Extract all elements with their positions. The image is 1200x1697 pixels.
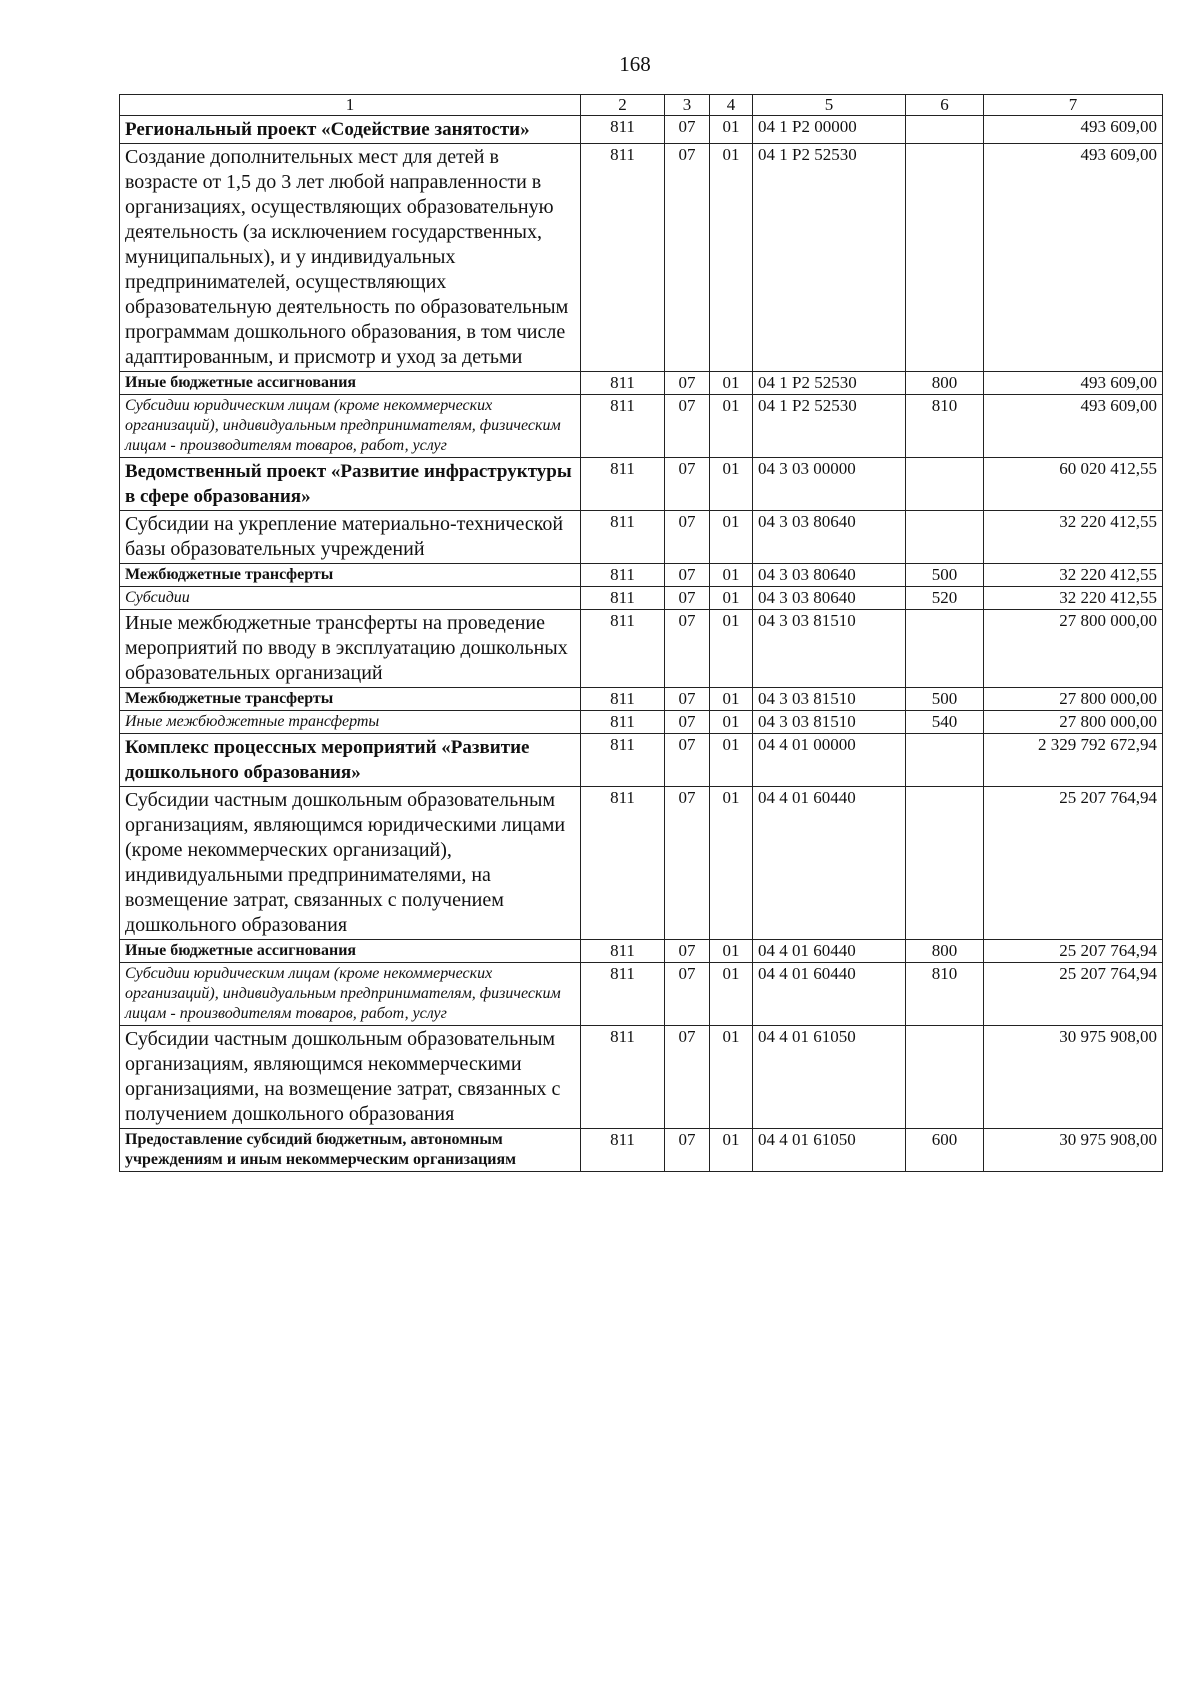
column-header: 7 xyxy=(984,95,1163,116)
code-csr-cell: 04 3 03 00000 xyxy=(753,458,906,511)
amount-cell: 60 020 412,55 xyxy=(984,458,1163,511)
code-podrazdel-cell: 01 xyxy=(710,458,753,511)
code-vr-cell: 520 xyxy=(906,587,984,610)
column-header: 1 xyxy=(120,95,581,116)
amount-cell: 2 329 792 672,94 xyxy=(984,734,1163,787)
amount-cell: 32 220 412,55 xyxy=(984,511,1163,564)
code-csr-cell: 04 4 01 00000 xyxy=(753,734,906,787)
column-header: 5 xyxy=(753,95,906,116)
table-row xyxy=(120,688,1163,711)
code-ved-cell: 811 xyxy=(581,688,665,711)
code-csr-cell: 04 4 01 61050 xyxy=(753,1129,906,1172)
code-ved-cell: 811 xyxy=(581,116,665,144)
code-razdel-cell: 07 xyxy=(665,940,710,963)
column-header: 6 xyxy=(906,95,984,116)
code-vr-cell: 810 xyxy=(906,963,984,1026)
code-vr-cell: 540 xyxy=(906,711,984,734)
row-name-cell: Субсидии юридическим лицам (кроме некоммерческих организаций), индивидуальным предпринимателям, физическим лицам - производителям товаров, работ, услуг xyxy=(120,395,581,458)
row-name-cell: Предоставление субсидий бюджетным, автономным учреждениям и иным некоммерческим организациям xyxy=(120,1129,581,1172)
code-razdel-cell: 07 xyxy=(665,711,710,734)
code-vr-cell: 600 xyxy=(906,1129,984,1172)
row-name-cell: Комплекс процессных мероприятий «Развитие дошкольного образования» xyxy=(120,734,581,787)
row-name-cell: Межбюджетные трансферты xyxy=(120,688,581,711)
code-csr-cell: 04 3 03 80640 xyxy=(753,511,906,564)
code-ved-cell: 811 xyxy=(581,458,665,511)
code-podrazdel-cell: 01 xyxy=(710,1129,753,1172)
code-razdel-cell: 07 xyxy=(665,511,710,564)
code-ved-cell: 811 xyxy=(581,395,665,458)
code-podrazdel-cell: 01 xyxy=(710,511,753,564)
code-vr-cell xyxy=(906,610,984,688)
code-csr-cell: 04 1 P2 52530 xyxy=(753,144,906,372)
code-podrazdel-cell: 01 xyxy=(710,395,753,458)
table-row xyxy=(120,1026,1163,1129)
row-name-cell: Межбюджетные трансферты xyxy=(120,564,581,587)
code-podrazdel-cell: 01 xyxy=(710,587,753,610)
code-razdel-cell: 07 xyxy=(665,688,710,711)
table-row xyxy=(120,1129,1163,1172)
code-csr-cell: 04 1 P2 52530 xyxy=(753,395,906,458)
column-header: 4 xyxy=(710,95,753,116)
code-vr-cell xyxy=(906,787,984,940)
table-row xyxy=(120,610,1163,688)
code-razdel-cell: 07 xyxy=(665,963,710,1026)
row-name-cell: Иные бюджетные ассигнования xyxy=(120,372,581,395)
table-row xyxy=(120,787,1163,940)
column-header: 2 xyxy=(581,95,665,116)
code-razdel-cell: 07 xyxy=(665,372,710,395)
row-name-cell: Ведомственный проект «Развитие инфраструктуры в сфере образования» xyxy=(120,458,581,511)
code-csr-cell: 04 3 03 81510 xyxy=(753,688,906,711)
budget-table xyxy=(119,94,1163,1172)
amount-cell: 493 609,00 xyxy=(984,144,1163,372)
code-ved-cell: 811 xyxy=(581,511,665,564)
column-header: 3 xyxy=(665,95,710,116)
code-razdel-cell: 07 xyxy=(665,1129,710,1172)
code-razdel-cell: 07 xyxy=(665,395,710,458)
code-ved-cell: 811 xyxy=(581,372,665,395)
code-podrazdel-cell: 01 xyxy=(710,116,753,144)
code-podrazdel-cell: 01 xyxy=(710,688,753,711)
row-name-cell: Субсидии частным дошкольным образовательным организациям, являющимся некоммерческими организациями, на возмещение затрат, связанных с получением дошкольного образования xyxy=(120,1026,581,1129)
code-vr-cell xyxy=(906,734,984,787)
table-header-row xyxy=(120,95,1163,116)
code-razdel-cell: 07 xyxy=(665,610,710,688)
code-razdel-cell: 07 xyxy=(665,734,710,787)
table-row xyxy=(120,564,1163,587)
code-csr-cell: 04 4 01 60440 xyxy=(753,963,906,1026)
code-vr-cell xyxy=(906,458,984,511)
code-razdel-cell: 07 xyxy=(665,116,710,144)
code-ved-cell: 811 xyxy=(581,940,665,963)
table-row xyxy=(120,711,1163,734)
table-row xyxy=(120,116,1163,144)
code-vr-cell: 800 xyxy=(906,940,984,963)
code-podrazdel-cell: 01 xyxy=(710,940,753,963)
code-podrazdel-cell: 01 xyxy=(710,564,753,587)
code-razdel-cell: 07 xyxy=(665,787,710,940)
amount-cell: 32 220 412,55 xyxy=(984,564,1163,587)
amount-cell: 27 800 000,00 xyxy=(984,610,1163,688)
code-podrazdel-cell: 01 xyxy=(710,1026,753,1129)
code-podrazdel-cell: 01 xyxy=(710,711,753,734)
row-name-cell: Субсидии xyxy=(120,587,581,610)
row-name-cell: Иные бюджетные ассигнования xyxy=(120,940,581,963)
code-podrazdel-cell: 01 xyxy=(710,734,753,787)
row-name-cell: Иные межбюджетные трансферты на проведение мероприятий по вводу в эксплуатацию дошкольных образовательных организаций xyxy=(120,610,581,688)
table-row xyxy=(120,734,1163,787)
code-vr-cell: 810 xyxy=(906,395,984,458)
amount-cell: 32 220 412,55 xyxy=(984,587,1163,610)
code-ved-cell: 811 xyxy=(581,963,665,1026)
code-podrazdel-cell: 01 xyxy=(710,963,753,1026)
code-csr-cell: 04 4 01 61050 xyxy=(753,1026,906,1129)
amount-cell: 25 207 764,94 xyxy=(984,940,1163,963)
amount-cell: 25 207 764,94 xyxy=(984,963,1163,1026)
code-ved-cell: 811 xyxy=(581,144,665,372)
code-csr-cell: 04 3 03 81510 xyxy=(753,711,906,734)
code-csr-cell: 04 3 03 80640 xyxy=(753,587,906,610)
code-razdel-cell: 07 xyxy=(665,1026,710,1129)
table-row xyxy=(120,511,1163,564)
code-vr-cell xyxy=(906,1026,984,1129)
amount-cell: 25 207 764,94 xyxy=(984,787,1163,940)
row-name-cell: Субсидии частным дошкольным образовательным организациям, являющимся юридическими лицами (кроме некоммерческих организаций), индивидуальными предпринимателями, на возмещение затрат, связанных с получением дошкольного образования xyxy=(120,787,581,940)
code-vr-cell: 800 xyxy=(906,372,984,395)
table-row xyxy=(120,372,1163,395)
code-csr-cell: 04 3 03 80640 xyxy=(753,564,906,587)
code-ved-cell: 811 xyxy=(581,787,665,940)
code-csr-cell: 04 4 01 60440 xyxy=(753,940,906,963)
code-ved-cell: 811 xyxy=(581,564,665,587)
code-ved-cell: 811 xyxy=(581,1026,665,1129)
code-razdel-cell: 07 xyxy=(665,458,710,511)
row-name-cell: Региональный проект «Содействие занятости» xyxy=(120,116,581,144)
code-razdel-cell: 07 xyxy=(665,144,710,372)
code-podrazdel-cell: 01 xyxy=(710,372,753,395)
table-row xyxy=(120,940,1163,963)
table-row xyxy=(120,458,1163,511)
amount-cell: 27 800 000,00 xyxy=(984,711,1163,734)
code-vr-cell xyxy=(906,144,984,372)
amount-cell: 493 609,00 xyxy=(984,116,1163,144)
amount-cell: 30 975 908,00 xyxy=(984,1129,1163,1172)
code-csr-cell: 04 1 P2 52530 xyxy=(753,372,906,395)
row-name-cell: Иные межбюджетные трансферты xyxy=(120,711,581,734)
code-vr-cell xyxy=(906,116,984,144)
table-row xyxy=(120,395,1163,458)
amount-cell: 27 800 000,00 xyxy=(984,688,1163,711)
code-ved-cell: 811 xyxy=(581,734,665,787)
amount-cell: 493 609,00 xyxy=(984,372,1163,395)
code-ved-cell: 811 xyxy=(581,587,665,610)
table-row xyxy=(120,587,1163,610)
code-vr-cell: 500 xyxy=(906,564,984,587)
code-ved-cell: 811 xyxy=(581,1129,665,1172)
code-podrazdel-cell: 01 xyxy=(710,787,753,940)
code-csr-cell: 04 4 01 60440 xyxy=(753,787,906,940)
row-name-cell: Создание дополнительных мест для детей в возрасте от 1,5 до 3 лет любой направленности в организациях, осуществляющих образовательную деятельность (за исключением государственных, муниципальных), и у индивидуальных предпринимателей, осуществляющих образовательную деятельность по образовательным программам дошкольного образования, в том числе адаптированным, и присмотр и уход за детьми xyxy=(120,144,581,372)
code-vr-cell xyxy=(906,511,984,564)
code-vr-cell: 500 xyxy=(906,688,984,711)
code-razdel-cell: 07 xyxy=(665,587,710,610)
code-csr-cell: 04 1 P2 00000 xyxy=(753,116,906,144)
code-ved-cell: 811 xyxy=(581,610,665,688)
code-podrazdel-cell: 01 xyxy=(710,144,753,372)
amount-cell: 30 975 908,00 xyxy=(984,1026,1163,1129)
code-razdel-cell: 07 xyxy=(665,564,710,587)
row-name-cell: Субсидии юридическим лицам (кроме некоммерческих организаций), индивидуальным предпринимателям, физическим лицам - производителям товаров, работ, услуг xyxy=(120,963,581,1026)
code-csr-cell: 04 3 03 81510 xyxy=(753,610,906,688)
code-ved-cell: 811 xyxy=(581,711,665,734)
row-name-cell: Субсидии на укрепление материально-технической базы образовательных учреждений xyxy=(120,511,581,564)
amount-cell: 493 609,00 xyxy=(984,395,1163,458)
code-podrazdel-cell: 01 xyxy=(710,610,753,688)
page-number: 168 xyxy=(619,52,651,76)
table-row xyxy=(120,144,1163,372)
table-row xyxy=(120,963,1163,1026)
